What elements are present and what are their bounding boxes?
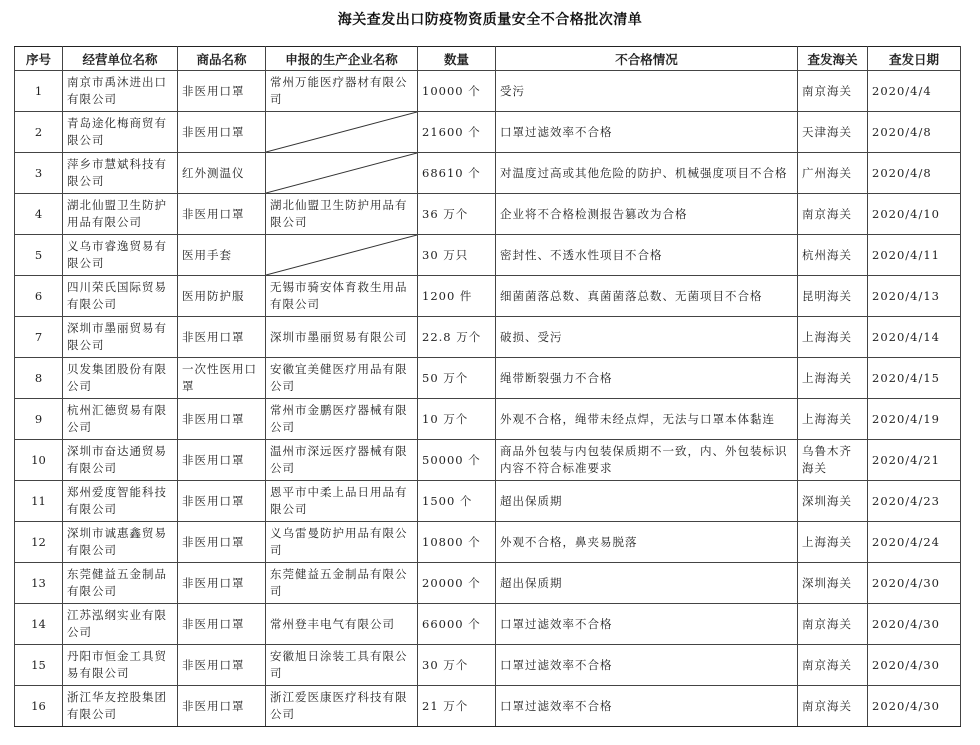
table-row [15,645,961,686]
cell-customs: 南京海关 [798,194,868,235]
cell-issue: 口罩过滤效率不合格 [496,604,798,645]
cell-company: 深圳市墨丽贸易有限公司 [63,317,178,358]
cell-customs: 天津海关 [798,112,868,153]
cell-customs: 广州海关 [798,153,868,194]
col-header-issue: 不合格情况 [496,47,798,71]
cell-quantity: 10000 个 [418,71,496,112]
cell-manufacturer: 常州市金鹏医疗器械有限公司 [266,399,418,440]
cell-manufacturer: 安徽宜美健医疗用品有限公司 [266,358,418,399]
cell-no: 16 [15,686,63,727]
cell-no: 4 [15,194,63,235]
cell-company: 湖北仙盟卫生防护用品有限公司 [63,194,178,235]
cell-product: 红外测温仪 [178,153,266,194]
cell-company: 南京市禹沐进出口有限公司 [63,71,178,112]
cell-issue: 绳带断裂强力不合格 [496,358,798,399]
cell-no: 1 [15,71,63,112]
cell-issue: 外观不合格，鼻夹易脱落 [496,522,798,563]
col-header-date: 查发日期 [868,47,961,71]
cell-date: 2020/4/30 [868,563,961,604]
cell-date: 2020/4/10 [868,194,961,235]
cell-manufacturer: 深圳市墨丽贸易有限公司 [266,317,418,358]
cell-manufacturer: 湖北仙盟卫生防护用品有限公司 [266,194,418,235]
cell-quantity: 10 万个 [418,399,496,440]
cell-no: 15 [15,645,63,686]
cell-no: 2 [15,112,63,153]
diagonal-slash [266,153,417,193]
cell-no: 3 [15,153,63,194]
col-header-customs: 查发海关 [798,47,868,71]
table-row [15,399,961,440]
cell-product: 非医用口罩 [178,399,266,440]
cell-product: 医用防护服 [178,276,266,317]
cell-no: 9 [15,399,63,440]
cell-company: 深圳市诚惠鑫贸易有限公司 [63,522,178,563]
cell-date: 2020/4/4 [868,71,961,112]
cell-quantity: 50000 个 [418,440,496,481]
cell-customs: 上海海关 [798,399,868,440]
cell-quantity: 30 万个 [418,645,496,686]
table-row [15,112,961,153]
cell-quantity: 21600 个 [418,112,496,153]
cell-customs: 杭州海关 [798,235,868,276]
col-header-product: 商品名称 [178,47,266,71]
cell-company: 深圳市奋达通贸易有限公司 [63,440,178,481]
cell-issue: 外观不合格，绳带未经点焊，无法与口罩本体黏连 [496,399,798,440]
cell-date: 2020/4/14 [868,317,961,358]
cell-manufacturer: 常州万能医疗器材有限公司 [266,71,418,112]
table-header-row [15,47,961,71]
cell-quantity: 30 万只 [418,235,496,276]
cell-product: 非医用口罩 [178,317,266,358]
cell-company: 青岛途化梅商贸有限公司 [63,112,178,153]
cell-no: 5 [15,235,63,276]
cell-quantity: 68610 个 [418,153,496,194]
cell-quantity: 66000 个 [418,604,496,645]
cell-company: 丹阳市恒金工具贸易有限公司 [63,645,178,686]
diagonal-slash [266,112,417,152]
cell-issue: 超出保质期 [496,563,798,604]
table-row [15,686,961,727]
cell-date: 2020/4/24 [868,522,961,563]
cell-manufacturer-empty [266,235,418,276]
cell-date: 2020/4/13 [868,276,961,317]
cell-issue: 超出保质期 [496,481,798,522]
cell-manufacturer: 东莞健益五金制品有限公司 [266,563,418,604]
cell-no: 8 [15,358,63,399]
cell-date: 2020/4/11 [868,235,961,276]
cell-quantity: 21 万个 [418,686,496,727]
cell-customs: 昆明海关 [798,276,868,317]
cell-date: 2020/4/21 [868,440,961,481]
cell-product: 非医用口罩 [178,112,266,153]
cell-product: 非医用口罩 [178,440,266,481]
cell-issue: 口罩过滤效率不合格 [496,686,798,727]
cell-no: 7 [15,317,63,358]
cell-manufacturer: 恩平市中柔上品日用品有限公司 [266,481,418,522]
cell-quantity: 20000 个 [418,563,496,604]
cell-product: 非医用口罩 [178,604,266,645]
col-header-company: 经营单位名称 [63,47,178,71]
cell-product: 非医用口罩 [178,71,266,112]
cell-manufacturer: 义乌雷曼防护用品有限公司 [266,522,418,563]
cell-no: 12 [15,522,63,563]
cell-customs: 深圳海关 [798,563,868,604]
cell-customs: 南京海关 [798,604,868,645]
cell-company: 郑州爱度智能科技有限公司 [63,481,178,522]
table-body [15,71,961,727]
cell-company: 江苏泓纲实业有限公司 [63,604,178,645]
table-row [15,358,961,399]
cell-date: 2020/4/30 [868,686,961,727]
table-row [15,481,961,522]
cell-quantity: 36 万个 [418,194,496,235]
cell-company: 东莞健益五金制品有限公司 [63,563,178,604]
cell-customs: 南京海关 [798,686,868,727]
table-row [15,317,961,358]
table-row [15,522,961,563]
cell-manufacturer-empty [266,112,418,153]
table-row [15,153,961,194]
cell-date: 2020/4/30 [868,604,961,645]
diagonal-slash [266,235,417,275]
cell-product: 非医用口罩 [178,194,266,235]
cell-manufacturer: 安徽旭日涂装工具有限公司 [266,645,418,686]
cell-product: 医用手套 [178,235,266,276]
cell-issue: 对温度过高或其他危险的防护、机械强度项目不合格 [496,153,798,194]
cell-company: 浙江华友控股集团有限公司 [63,686,178,727]
cell-date: 2020/4/15 [868,358,961,399]
cell-company: 义乌市睿逸贸易有限公司 [63,235,178,276]
cell-product: 非医用口罩 [178,686,266,727]
cell-no: 11 [15,481,63,522]
table-row [15,563,961,604]
col-header-no: 序号 [15,47,63,71]
cell-date: 2020/4/19 [868,399,961,440]
noncompliant-batch-table [14,46,961,727]
cell-manufacturer: 无锡市骑安体育救生用品有限公司 [266,276,418,317]
cell-date: 2020/4/23 [868,481,961,522]
cell-manufacturer: 常州登丰电气有限公司 [266,604,418,645]
col-header-manufacturer: 申报的生产企业名称 [266,47,418,71]
cell-product: 非医用口罩 [178,481,266,522]
cell-date: 2020/4/8 [868,112,961,153]
cell-issue: 口罩过滤效率不合格 [496,112,798,153]
cell-company: 萍乡市慧斌科技有限公司 [63,153,178,194]
cell-customs: 上海海关 [798,358,868,399]
cell-issue: 破损、受污 [496,317,798,358]
table-row [15,235,961,276]
col-header-quantity: 数量 [418,47,496,71]
cell-issue: 商品外包装与内包装保质期不一致，内、外包装标识内容不符合标准要求 [496,440,798,481]
cell-customs: 南京海关 [798,645,868,686]
cell-quantity: 50 万个 [418,358,496,399]
cell-date: 2020/4/30 [868,645,961,686]
cell-customs: 乌鲁木齐海关 [798,440,868,481]
cell-no: 14 [15,604,63,645]
cell-issue: 企业将不合格检测报告篡改为合格 [496,194,798,235]
cell-quantity: 22.8 万个 [418,317,496,358]
cell-quantity: 1200 件 [418,276,496,317]
cell-customs: 深圳海关 [798,481,868,522]
table-row [15,440,961,481]
cell-company: 贝发集团股份有限公司 [63,358,178,399]
cell-manufacturer: 浙江爱医康医疗科技有限公司 [266,686,418,727]
cell-issue: 细菌菌落总数、真菌菌落总数、无菌项目不合格 [496,276,798,317]
cell-issue: 密封性、不透水性项目不合格 [496,235,798,276]
cell-product: 一次性医用口罩 [178,358,266,399]
table-row [15,71,961,112]
cell-customs: 上海海关 [798,522,868,563]
cell-manufacturer: 温州市深远医疗器械有限公司 [266,440,418,481]
cell-issue: 口罩过滤效率不合格 [496,645,798,686]
table-row [15,194,961,235]
cell-quantity: 10800 个 [418,522,496,563]
cell-date: 2020/4/8 [868,153,961,194]
cell-customs: 上海海关 [798,317,868,358]
cell-company: 杭州汇德贸易有限公司 [63,399,178,440]
table-row [15,276,961,317]
cell-issue: 受污 [496,71,798,112]
cell-quantity: 1500 个 [418,481,496,522]
cell-product: 非医用口罩 [178,522,266,563]
cell-customs: 南京海关 [798,71,868,112]
document-title: 海关查发出口防疫物资质量安全不合格批次清单 [337,12,643,28]
cell-manufacturer-empty [266,153,418,194]
cell-product: 非医用口罩 [178,645,266,686]
cell-no: 6 [15,276,63,317]
cell-no: 13 [15,563,63,604]
table-row [15,604,961,645]
cell-no: 10 [15,440,63,481]
cell-product: 非医用口罩 [178,563,266,604]
cell-company: 四川荣氏国际贸易有限公司 [63,276,178,317]
